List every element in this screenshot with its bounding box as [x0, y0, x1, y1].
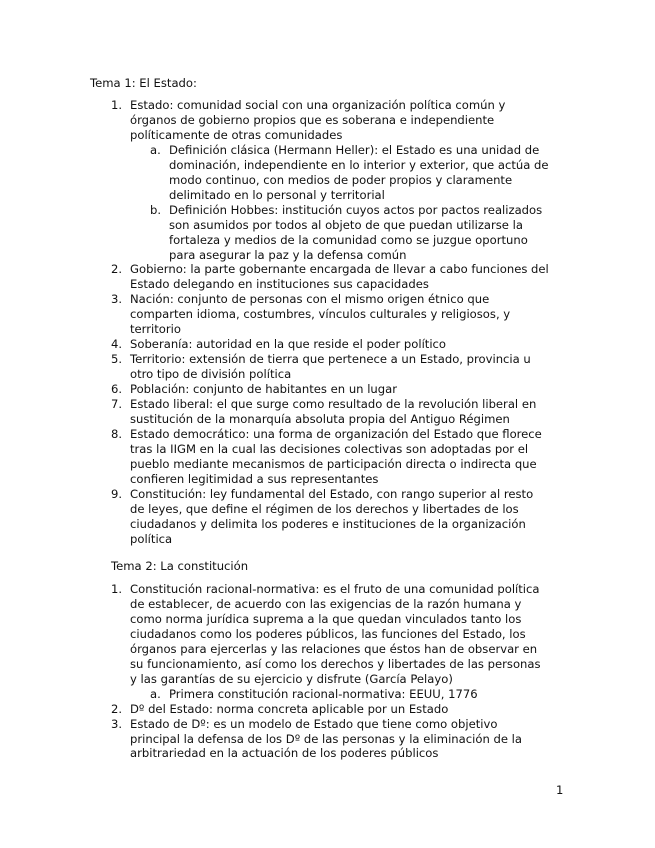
page-number: 1 [556, 783, 564, 797]
item-number: 2. [111, 701, 123, 716]
item-text: Dº del Estado: norma concreta aplicable por un Estado [130, 701, 449, 716]
item-number: 1. [111, 582, 123, 596]
item-number: 6. [111, 382, 123, 397]
tema1-list [111, 98, 551, 547]
item-text: Constitución: ley fundamental del Estado, con rango superior al resto de leyes, que define el régimen de los derechos y libertades de los ciudadanos y delimita los poderes e instituciones de la organización política [130, 486, 534, 546]
item-number: 8. [111, 426, 123, 441]
sublist-item [130, 203, 551, 263]
list-item [111, 582, 551, 702]
item-text: Estado: comunidad social con una organización política común y órganos de gobierno propios que es soberana e independiente políticamente de otras comunidades [130, 98, 506, 142]
list-item [111, 702, 551, 717]
list-item [111, 487, 551, 547]
item-number: 2. [111, 262, 123, 277]
sublist [130, 687, 551, 702]
item-text: Estado liberal: el que surge como resultado de la revolución liberal en sustitución de la monarquía absoluta propia del Antiguo Régimen [130, 397, 537, 427]
list-item [111, 292, 551, 337]
list-item [111, 397, 551, 427]
sublist-item [130, 143, 551, 203]
item-text: Territorio: extensión de tierra que pertenece a un Estado, provincia u otro tipo de división política [130, 352, 531, 382]
item-number: 3. [111, 292, 123, 307]
subitem-text: Definición clásica (Hermann Heller): el Estado es una unidad de dominación, independiente en lo interior y exterior, que actúa de modo continuo, con medios de poder propios y claramente delimitado en lo personal y territorial [169, 142, 549, 202]
list-item [111, 98, 551, 262]
item-number: 4. [111, 337, 123, 352]
item-number: 1. [111, 98, 123, 112]
list-item [111, 717, 551, 762]
tema1-title: Tema 1: El Estado: [90, 76, 197, 90]
item-number: 5. [111, 352, 123, 367]
item-text: Nación: conjunto de personas con el mismo origen étnico que comparten idioma, costumbres, vínculos culturales y religiosos, y territorio [130, 292, 511, 337]
list-item [111, 352, 551, 382]
tema2-title: Tema 2: La constitución [111, 559, 249, 573]
item-text: Soberanía: autoridad en la que reside el poder político [130, 337, 447, 352]
subitem-letter: a. [150, 686, 161, 701]
item-text: Población: conjunto de habitantes en un lugar [130, 382, 398, 397]
item-text: Constitución racional-normativa: es el fruto de una comunidad política de establecer, de acuerdo con las exigencias de la razón humana y como norma jurídica suprema a la que quedan vinculados tanto los ciudadanos como los poderes públicos, las funciones del Estado, los órganos para ejercerlas y las relaciones que éstos han de observar en su funcionamiento, así como los derechos y libertades de las personas y las garantías de su ejercicio y disfrute (García Pelayo) [130, 582, 541, 686]
subitem-letter: a. [150, 142, 161, 157]
tema2-list [111, 582, 551, 761]
sublist-item [130, 687, 551, 702]
item-number: 7. [111, 397, 123, 412]
subitem-letter: b. [150, 202, 162, 217]
item-text: Gobierno: la parte gobernante encargada de llevar a cabo funciones del Estado delegando en instituciones sus capacidades [130, 262, 549, 292]
list-item [111, 337, 551, 352]
list-item [111, 382, 551, 397]
sublist [130, 143, 551, 263]
list-item [111, 262, 551, 292]
item-number: 9. [111, 486, 123, 501]
subitem-text: Definición Hobbes: institución cuyos actos por pactos realizados son asumidos por todos al objeto de que puedan utilizarse la fortaleza y medios de la comunidad como se juzgue oportuno para asegurar la paz y la defensa común [169, 202, 543, 262]
item-text: Estado de Dº: es un modelo de Estado que tiene como objetivo principal la defensa de los Dº de las personas y la eliminación de la arbitrariedad en la actuación de los poderes públicos [130, 716, 522, 761]
list-item [111, 427, 551, 487]
subitem-text: Primera constitución racional-normativa: EEUU, 1776 [169, 686, 478, 701]
item-text: Estado democrático: una forma de organización del Estado que florece tras la IIGM en la cual las decisiones colectivas son adoptadas por el pueblo mediante mecanismos de participación directa o indirecta que confieren legitimidad a sus representantes [130, 426, 542, 486]
item-number: 3. [111, 716, 123, 731]
